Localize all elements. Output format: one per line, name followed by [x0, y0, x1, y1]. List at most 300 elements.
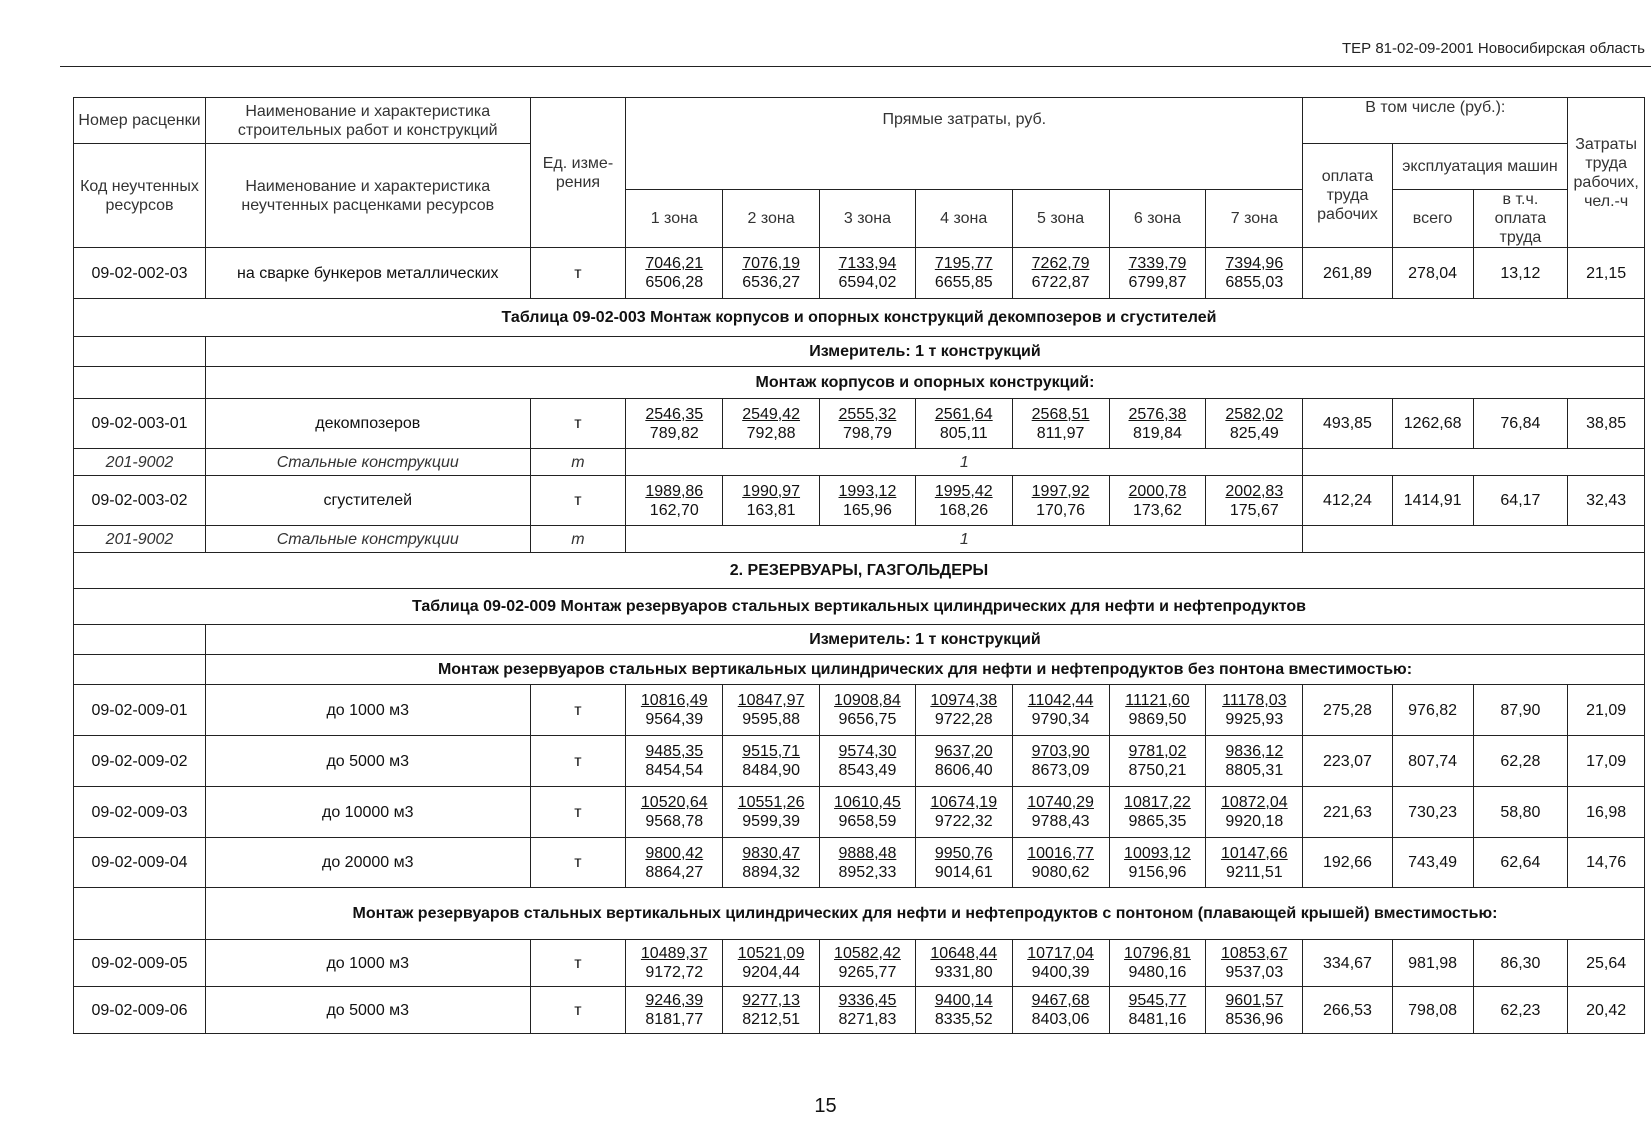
- material-cost: 9722,32: [934, 813, 993, 830]
- material-cost: 8536,96: [1225, 1011, 1284, 1028]
- material-cost: 9080,62: [1031, 863, 1090, 881]
- zone-6-price: [1109, 787, 1206, 838]
- header-res-name: Наименование и характеристика неучтенных расценками ресурсов: [205, 144, 530, 248]
- zone-3-price: [820, 736, 916, 787]
- direct-cost: 10872,04: [1220, 794, 1288, 811]
- zone-6-price: [1109, 940, 1206, 987]
- resource-empty: [1303, 526, 1645, 553]
- rate-unit: т: [530, 248, 626, 299]
- header-machines-pay: в т.ч. оплата труда: [1473, 190, 1568, 248]
- header-zone-2: 2 зона: [723, 190, 820, 248]
- rate-name: сгустителей: [205, 476, 530, 526]
- header-machines: эксплуатация машин: [1392, 144, 1568, 190]
- material-cost: 9156,96: [1128, 863, 1187, 881]
- machines-total: 278,04: [1392, 248, 1473, 299]
- zone-3-price: [820, 248, 916, 299]
- labor-pay: 412,24: [1303, 476, 1392, 526]
- labor-hours: 38,85: [1568, 399, 1645, 449]
- material-cost: 162,70: [649, 501, 699, 519]
- zone-5-price: [1012, 685, 1109, 736]
- rate-unit: т: [530, 940, 626, 987]
- zone-6-price: [1109, 838, 1206, 888]
- material-cost: 798,79: [842, 424, 892, 442]
- header-zone-4: 4 зона: [915, 190, 1012, 248]
- direct-cost: 2002,83: [1225, 482, 1284, 500]
- direct-cost: 9601,57: [1225, 992, 1284, 1009]
- machines-pay: 76,84: [1473, 399, 1568, 449]
- material-cost: 9865,35: [1128, 813, 1187, 830]
- zone-6-price: [1109, 476, 1206, 526]
- material-cost: 8181,77: [645, 1011, 704, 1028]
- direct-cost: 10796,81: [1124, 945, 1191, 962]
- header-name: Наименование и характеристика строительных работ и конструкций: [205, 98, 530, 144]
- zone-4-price: [915, 399, 1012, 449]
- rate-code: 09-02-002-03: [74, 248, 206, 299]
- price-row: [74, 399, 1645, 449]
- direct-cost: 9545,77: [1128, 992, 1187, 1009]
- direct-cost: 9950,76: [934, 844, 993, 862]
- direct-cost: 9246,39: [645, 992, 704, 1009]
- machines-total: 730,23: [1392, 787, 1473, 838]
- direct-cost: 10520,64: [640, 794, 708, 811]
- zone-4-price: [915, 685, 1012, 736]
- resource-row: [74, 526, 1645, 553]
- resource-qty: 1: [626, 526, 1303, 553]
- resource-code: 201-9002: [74, 526, 206, 553]
- zone-4-price: [915, 987, 1012, 1034]
- zone-2-price: [723, 838, 820, 888]
- zone-1-price: [626, 940, 723, 987]
- direct-cost: 9830,47: [742, 844, 801, 862]
- machines-pay: 86,30: [1473, 940, 1568, 987]
- direct-cost: 7195,77: [934, 255, 993, 272]
- material-cost: 9331,80: [934, 964, 993, 981]
- zone-1-price: [626, 787, 723, 838]
- zone-7-price: [1206, 838, 1303, 888]
- header-unit: Ед. изме-рения: [530, 98, 626, 248]
- material-cost: 9400,39: [1031, 964, 1090, 981]
- price-row: [74, 787, 1645, 838]
- direct-cost: 1993,12: [838, 482, 897, 500]
- zone-4-price: [915, 787, 1012, 838]
- zone-3-price: [820, 685, 916, 736]
- labor-hours: 17,09: [1568, 736, 1645, 787]
- labor-hours: 25,64: [1568, 940, 1645, 987]
- material-cost: 8606,40: [934, 762, 993, 779]
- material-cost: 9172,72: [645, 964, 704, 981]
- direct-cost: 7394,96: [1225, 255, 1284, 272]
- rate-code: 09-02-009-04: [74, 838, 206, 888]
- zone-4-price: [915, 476, 1012, 526]
- material-cost: 173,62: [1132, 501, 1182, 519]
- material-cost: 165,96: [842, 501, 892, 519]
- zone-3-price: [820, 399, 916, 449]
- direct-cost: 9836,12: [1225, 743, 1284, 760]
- header-labor-pay: оплата труда рабочих: [1303, 144, 1392, 248]
- empty-code-cell: [74, 367, 206, 399]
- labor-hours: 32,43: [1568, 476, 1645, 526]
- zone-3-price: [820, 787, 916, 838]
- zone-7-price: [1206, 248, 1303, 299]
- zone-6-price: [1109, 987, 1206, 1034]
- direct-cost: 7133,94: [838, 255, 897, 272]
- zone-2-price: [723, 685, 820, 736]
- direct-cost: 10740,29: [1027, 794, 1094, 811]
- zone-4-price: [915, 940, 1012, 987]
- zone-5-price: [1012, 476, 1109, 526]
- price-row: [74, 685, 1645, 736]
- material-cost: 8543,49: [838, 762, 897, 779]
- direct-cost: 9781,02: [1128, 743, 1187, 760]
- direct-cost: 2549,42: [742, 405, 801, 423]
- rate-unit: т: [530, 399, 626, 449]
- direct-cost: 10582,42: [834, 945, 901, 962]
- direct-cost: 9703,90: [1031, 743, 1090, 760]
- rate-code: 09-02-009-01: [74, 685, 206, 736]
- direct-cost: 10817,22: [1124, 794, 1191, 811]
- running-head: ТЕР 81-02-09-2001 Новосибирская область: [1342, 40, 1645, 57]
- zone-4-price: [915, 736, 1012, 787]
- header-zone-1: 1 зона: [626, 190, 723, 248]
- price-row: [74, 476, 1645, 526]
- direct-cost: 2576,38: [1128, 405, 1187, 423]
- zone-3-price: [820, 987, 916, 1034]
- direct-cost: 2546,35: [645, 405, 704, 423]
- direct-cost: 11178,03: [1222, 692, 1287, 709]
- zone-5-price: [1012, 987, 1109, 1034]
- rate-code: 09-02-009-06: [74, 987, 206, 1034]
- resource-qty: 1: [626, 449, 1303, 476]
- direct-cost: 10847,97: [737, 692, 805, 709]
- machines-total: 981,98: [1392, 940, 1473, 987]
- material-cost: 805,11: [939, 424, 988, 442]
- material-cost: 9564,39: [645, 711, 704, 728]
- rate-name: до 1000 м3: [205, 685, 530, 736]
- material-cost: 6506,28: [645, 274, 704, 291]
- zone-6-price: [1109, 248, 1206, 299]
- header-zone-3: 3 зона: [820, 190, 916, 248]
- rate-name: до 5000 м3: [205, 987, 530, 1034]
- direct-cost: 2582,02: [1225, 405, 1284, 423]
- group-heading: Монтаж резервуаров стальных вертикальных цилиндрических для нефти и нефтепродуктов без понтона вместимостью:: [205, 655, 1644, 685]
- machines-total: 743,49: [1392, 838, 1473, 888]
- resource-unit: т: [530, 526, 626, 553]
- rate-name: на сварке бункеров металлических: [205, 248, 530, 299]
- labor-pay: 192,66: [1303, 838, 1392, 888]
- zone-1-price: [626, 476, 723, 526]
- machines-pay: 87,90: [1473, 685, 1568, 736]
- zone-2-price: [723, 940, 820, 987]
- direct-cost: 10489,37: [640, 945, 708, 962]
- direct-cost: 1990,97: [742, 482, 801, 500]
- price-row: [74, 736, 1645, 787]
- labor-pay: 261,89: [1303, 248, 1392, 299]
- empty-code-cell: [74, 655, 206, 685]
- labor-pay: 223,07: [1303, 736, 1392, 787]
- labor-pay: 275,28: [1303, 685, 1392, 736]
- labor-hours: 21,15: [1568, 248, 1645, 299]
- direct-cost: 2555,32: [838, 405, 897, 423]
- direct-cost: 9400,14: [934, 992, 993, 1009]
- material-cost: 8212,51: [742, 1011, 801, 1028]
- rate-code: 09-02-003-01: [74, 399, 206, 449]
- zone-2-price: [723, 787, 820, 838]
- labor-hours: 20,42: [1568, 987, 1645, 1034]
- zone-7-price: [1206, 987, 1303, 1034]
- direct-cost: 10908,84: [834, 692, 901, 709]
- material-cost: 8335,52: [934, 1011, 993, 1028]
- direct-cost: 10674,19: [930, 794, 998, 811]
- machines-pay: 13,12: [1473, 248, 1568, 299]
- rate-name: до 1000 м3: [205, 940, 530, 987]
- price-table: [73, 97, 1645, 1034]
- zone-1-price: [626, 248, 723, 299]
- section-title: 2. РЕЗЕРВУАРЫ, ГАЗГОЛЬДЕРЫ: [74, 553, 1645, 589]
- labor-pay: 266,53: [1303, 987, 1392, 1034]
- direct-cost: 9467,68: [1031, 992, 1090, 1009]
- direct-cost: 10853,67: [1220, 945, 1288, 962]
- zone-2-price: [723, 736, 820, 787]
- price-row: [74, 248, 1645, 299]
- machines-total: 976,82: [1392, 685, 1473, 736]
- direct-cost: 10521,09: [737, 945, 805, 962]
- material-cost: 8271,83: [838, 1011, 897, 1028]
- price-row: [74, 838, 1645, 888]
- rate-unit: т: [530, 987, 626, 1034]
- direct-cost: 10016,77: [1027, 844, 1094, 862]
- zone-2-price: [723, 476, 820, 526]
- direct-cost: 10717,04: [1027, 945, 1094, 962]
- labor-pay: 221,63: [1303, 787, 1392, 838]
- direct-cost: 2561,64: [934, 405, 993, 423]
- labor-hours: 14,76: [1568, 838, 1645, 888]
- material-cost: 9537,03: [1225, 964, 1284, 981]
- direct-cost: 7262,79: [1031, 255, 1090, 272]
- table-meter: Измеритель: 1 т конструкций: [205, 337, 1644, 367]
- header-machines-total: всего: [1392, 190, 1473, 248]
- zone-5-price: [1012, 399, 1109, 449]
- machines-pay: 62,28: [1473, 736, 1568, 787]
- machines-pay: 62,64: [1473, 838, 1568, 888]
- direct-cost: 10093,12: [1124, 844, 1191, 862]
- material-cost: 9568,78: [645, 813, 704, 830]
- direct-cost: 10551,26: [737, 794, 805, 811]
- machines-total: 1414,91: [1392, 476, 1473, 526]
- zone-7-price: [1206, 476, 1303, 526]
- zone-7-price: [1206, 940, 1303, 987]
- material-cost: 6536,27: [742, 274, 801, 291]
- direct-cost: 7339,79: [1128, 255, 1187, 272]
- material-cost: 6594,02: [838, 274, 897, 291]
- rate-unit: т: [530, 787, 626, 838]
- material-cost: 8484,90: [742, 762, 801, 779]
- price-row: [74, 940, 1645, 987]
- zone-1-price: [626, 987, 723, 1034]
- zone-7-price: [1206, 685, 1303, 736]
- resource-code: 201-9002: [74, 449, 206, 476]
- zone-5-price: [1012, 787, 1109, 838]
- group-heading: Монтаж резервуаров стальных вертикальных цилиндрических для нефти и нефтепродуктов с понтоном (плавающей крышей) вместимостью:: [205, 888, 1644, 940]
- material-cost: 9790,34: [1031, 711, 1090, 728]
- machines-total: 798,08: [1392, 987, 1473, 1034]
- header-direct-costs: Прямые затраты, руб.: [626, 98, 1303, 190]
- material-cost: 9595,88: [742, 711, 801, 728]
- rate-unit: т: [530, 476, 626, 526]
- material-cost: 9920,18: [1225, 813, 1284, 830]
- table-meter: Измеритель: 1 т конструкций: [205, 625, 1644, 655]
- zone-5-price: [1012, 940, 1109, 987]
- zone-5-price: [1012, 838, 1109, 888]
- direct-cost: 10648,44: [930, 945, 998, 962]
- material-cost: 9869,50: [1128, 711, 1187, 728]
- material-cost: 9788,43: [1031, 813, 1090, 830]
- direct-cost: 1995,42: [934, 482, 993, 500]
- direct-cost: 9800,42: [645, 844, 704, 862]
- material-cost: 6799,87: [1128, 274, 1187, 291]
- direct-cost: 7046,21: [645, 255, 704, 272]
- material-cost: 9658,59: [838, 813, 897, 830]
- direct-cost: 10147,66: [1220, 844, 1288, 862]
- header-zone-6: 6 зона: [1109, 190, 1206, 248]
- material-cost: 819,84: [1132, 424, 1182, 442]
- material-cost: 9211,51: [1225, 863, 1283, 881]
- material-cost: 163,81: [746, 501, 796, 519]
- direct-cost: 2568,51: [1031, 405, 1090, 423]
- labor-hours: 21,09: [1568, 685, 1645, 736]
- group-heading: Монтаж корпусов и опорных конструкций:: [205, 367, 1644, 399]
- material-cost: 6722,87: [1031, 274, 1090, 291]
- machines-pay: 58,80: [1473, 787, 1568, 838]
- direct-cost: 2000,78: [1128, 482, 1187, 500]
- material-cost: 6655,85: [934, 274, 993, 291]
- direct-cost: 10974,38: [930, 692, 998, 709]
- material-cost: 8673,09: [1031, 762, 1090, 779]
- material-cost: 789,82: [649, 424, 699, 442]
- zone-7-price: [1206, 399, 1303, 449]
- header-labor-cost: Затраты труда рабочих, чел.-ч: [1568, 98, 1645, 248]
- rate-name: до 10000 м3: [205, 787, 530, 838]
- material-cost: 168,26: [939, 501, 989, 519]
- zone-7-price: [1206, 736, 1303, 787]
- zone-2-price: [723, 399, 820, 449]
- zone-6-price: [1109, 736, 1206, 787]
- rate-name: декомпозеров: [205, 399, 530, 449]
- direct-cost: 10610,45: [834, 794, 901, 811]
- zone-1-price: [626, 736, 723, 787]
- direct-cost: 11042,44: [1027, 692, 1094, 709]
- material-cost: 9656,75: [838, 711, 897, 728]
- material-cost: 8864,27: [645, 863, 704, 881]
- zone-5-price: [1012, 248, 1109, 299]
- resource-empty: [1303, 449, 1645, 476]
- material-cost: 8403,06: [1031, 1011, 1090, 1028]
- header-code: Код неучтенных ресурсов: [74, 144, 206, 248]
- zone-3-price: [820, 476, 916, 526]
- material-cost: 8481,16: [1128, 1011, 1187, 1028]
- machines-total: 1262,68: [1392, 399, 1473, 449]
- zone-1-price: [626, 838, 723, 888]
- direct-cost: 7076,19: [742, 255, 801, 272]
- material-cost: 9014,61: [934, 863, 993, 881]
- material-cost: 9722,28: [934, 711, 993, 728]
- direct-cost: 9515,71: [742, 743, 801, 760]
- direct-cost: 9888,48: [838, 844, 897, 862]
- material-cost: 792,88: [746, 424, 796, 442]
- zone-7-price: [1206, 787, 1303, 838]
- header-incl: В том числе (руб.):: [1303, 98, 1568, 144]
- page-number: 15: [814, 1095, 837, 1117]
- zone-6-price: [1109, 685, 1206, 736]
- material-cost: 8750,21: [1128, 762, 1187, 779]
- material-cost: 9204,44: [742, 964, 801, 981]
- rate-name: до 20000 м3: [205, 838, 530, 888]
- header-rule: [60, 66, 1651, 67]
- labor-hours: 16,98: [1568, 787, 1645, 838]
- material-cost: 170,76: [1036, 501, 1086, 519]
- rate-code: 09-02-009-05: [74, 940, 206, 987]
- header-zone-7: 7 зона: [1206, 190, 1303, 248]
- zone-4-price: [915, 838, 1012, 888]
- zone-6-price: [1109, 399, 1206, 449]
- resource-unit: т: [530, 449, 626, 476]
- zone-1-price: [626, 399, 723, 449]
- material-cost: 175,67: [1229, 501, 1279, 519]
- material-cost: 9480,16: [1128, 964, 1187, 981]
- direct-cost: 9277,13: [742, 992, 801, 1009]
- material-cost: 8454,54: [645, 762, 704, 779]
- material-cost: 825,49: [1229, 424, 1279, 442]
- header-number: Номер расценки: [74, 98, 206, 144]
- empty-code-cell: [74, 888, 206, 940]
- machines-pay: 62,23: [1473, 987, 1568, 1034]
- zone-1-price: [626, 685, 723, 736]
- material-cost: 9599,39: [742, 813, 801, 830]
- direct-cost: 9574,30: [838, 743, 897, 760]
- direct-cost: 9485,35: [645, 743, 704, 760]
- material-cost: 8805,31: [1225, 762, 1284, 779]
- material-cost: 811,97: [1036, 424, 1085, 442]
- resource-name: Стальные конструкции: [205, 449, 530, 476]
- rate-unit: т: [530, 685, 626, 736]
- labor-pay: 493,85: [1303, 399, 1392, 449]
- material-cost: 6855,03: [1225, 274, 1284, 291]
- zone-4-price: [915, 248, 1012, 299]
- zone-2-price: [723, 987, 820, 1034]
- material-cost: 9925,93: [1225, 711, 1284, 728]
- empty-code-cell: [74, 625, 206, 655]
- zone-5-price: [1012, 736, 1109, 787]
- machines-total: 807,74: [1392, 736, 1473, 787]
- direct-cost: 11121,60: [1125, 692, 1190, 709]
- direct-cost: 9336,45: [838, 992, 897, 1009]
- material-cost: 8952,33: [838, 863, 897, 881]
- rate-unit: т: [530, 736, 626, 787]
- material-cost: 8894,32: [742, 863, 801, 881]
- rate-unit: т: [530, 838, 626, 888]
- material-cost: 9265,77: [838, 964, 897, 981]
- machines-pay: 64,17: [1473, 476, 1568, 526]
- zone-3-price: [820, 838, 916, 888]
- rate-name: до 5000 м3: [205, 736, 530, 787]
- direct-cost: 1989,86: [645, 482, 704, 500]
- table-title: Таблица 09-02-003 Монтаж корпусов и опорных конструкций декомпозеров и сгустителей: [74, 299, 1645, 337]
- header-zone-5: 5 зона: [1012, 190, 1109, 248]
- rate-code: 09-02-009-03: [74, 787, 206, 838]
- table-title: Таблица 09-02-009 Монтаж резервуаров стальных вертикальных цилиндрических для нефти и нефтепродуктов: [74, 589, 1645, 625]
- direct-cost: 9637,20: [934, 743, 993, 760]
- resource-row: [74, 449, 1645, 476]
- direct-cost: 10816,49: [640, 692, 708, 709]
